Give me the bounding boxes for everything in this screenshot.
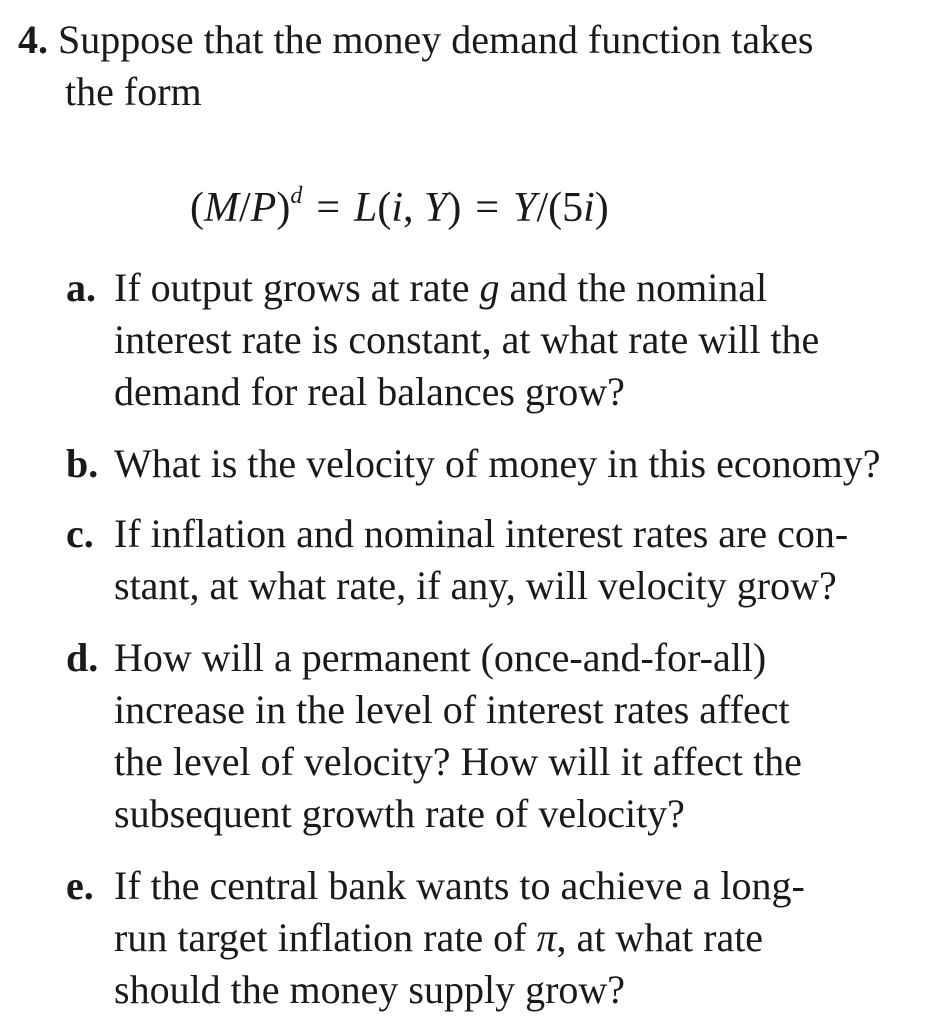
part-a-letter: a. (66, 265, 96, 310)
eq-paren: ( (377, 185, 392, 231)
part-b-text: What is the velocity of money in this economy? (114, 441, 881, 486)
eq-equals: = (475, 185, 500, 231)
eq-var-y: Y (513, 185, 537, 231)
problem-intro-text: Suppose that the money demand function takes (58, 17, 814, 62)
part-c-line-1 (66, 508, 926, 560)
part-b-line-1 (66, 438, 926, 490)
eq-paren: ) (276, 185, 291, 231)
problem-intro-continuation: the form (65, 69, 202, 114)
part-e-line-1 (66, 860, 926, 912)
part-a-line-2: interest rate is constant, at what rate will the (114, 317, 820, 362)
part-a (66, 262, 926, 418)
money-demand-equation (190, 180, 609, 236)
eq-slash: / (239, 185, 251, 231)
part-a-line-3: demand for real balances grow? (114, 369, 625, 414)
part-e-line-3: should the money supply grow? (114, 967, 626, 1012)
eq-paren: ( (190, 185, 204, 231)
eq-equals: = (316, 185, 341, 231)
part-a-line-1 (66, 262, 926, 314)
part-e-line-2 (66, 912, 926, 964)
eq-paren: ) (447, 185, 462, 231)
part-e (66, 860, 926, 1016)
part-a-text: If output grows at rate (114, 265, 480, 310)
part-c-text: If inflation and nominal interest rates are con- (114, 511, 849, 556)
part-d (66, 632, 926, 840)
part-e-var-pi: π (536, 915, 557, 960)
part-d-line-3: the level of velocity? How will it affect the (114, 739, 802, 784)
eq-var-p: P (250, 185, 277, 231)
part-e-letter: e. (66, 863, 94, 908)
part-c-line-2: stant, at what rate, if any, will velocity grow? (114, 563, 837, 608)
part-b (66, 438, 926, 490)
part-e-text: run target inflation rate of (114, 915, 537, 960)
part-a-var-g: g (479, 265, 500, 310)
part-e-text: , at what rate (556, 915, 764, 960)
part-d-text: How will a permanent (once-and-for-all) (114, 635, 767, 680)
part-e-text: If the central bank wants to achieve a long- (114, 863, 805, 908)
eq-comma: , (403, 185, 425, 231)
part-c (66, 508, 926, 612)
eq-var-l: L (354, 185, 378, 231)
eq-var-y: Y (424, 185, 448, 231)
part-d-line-2: increase in the level of interest rates affect (114, 687, 790, 732)
part-a-text: and the nominal (499, 265, 768, 310)
problem-line-1 (18, 14, 918, 66)
part-d-line-1 (66, 632, 926, 684)
eq-denominator-open: /(5 (536, 185, 584, 231)
eq-superscript-d: d (290, 183, 303, 209)
problem-number: 4. (18, 17, 48, 62)
eq-var-i: i (391, 185, 404, 231)
eq-var-m: M (204, 185, 239, 231)
eq-paren: ) (594, 185, 609, 231)
part-d-letter: d. (66, 635, 99, 680)
eq-var-i: i (583, 185, 595, 231)
problem-statement (18, 14, 918, 118)
part-b-letter: b. (66, 441, 99, 486)
part-d-line-4: subsequent growth rate of velocity? (114, 791, 685, 836)
part-c-letter: c. (66, 511, 94, 556)
